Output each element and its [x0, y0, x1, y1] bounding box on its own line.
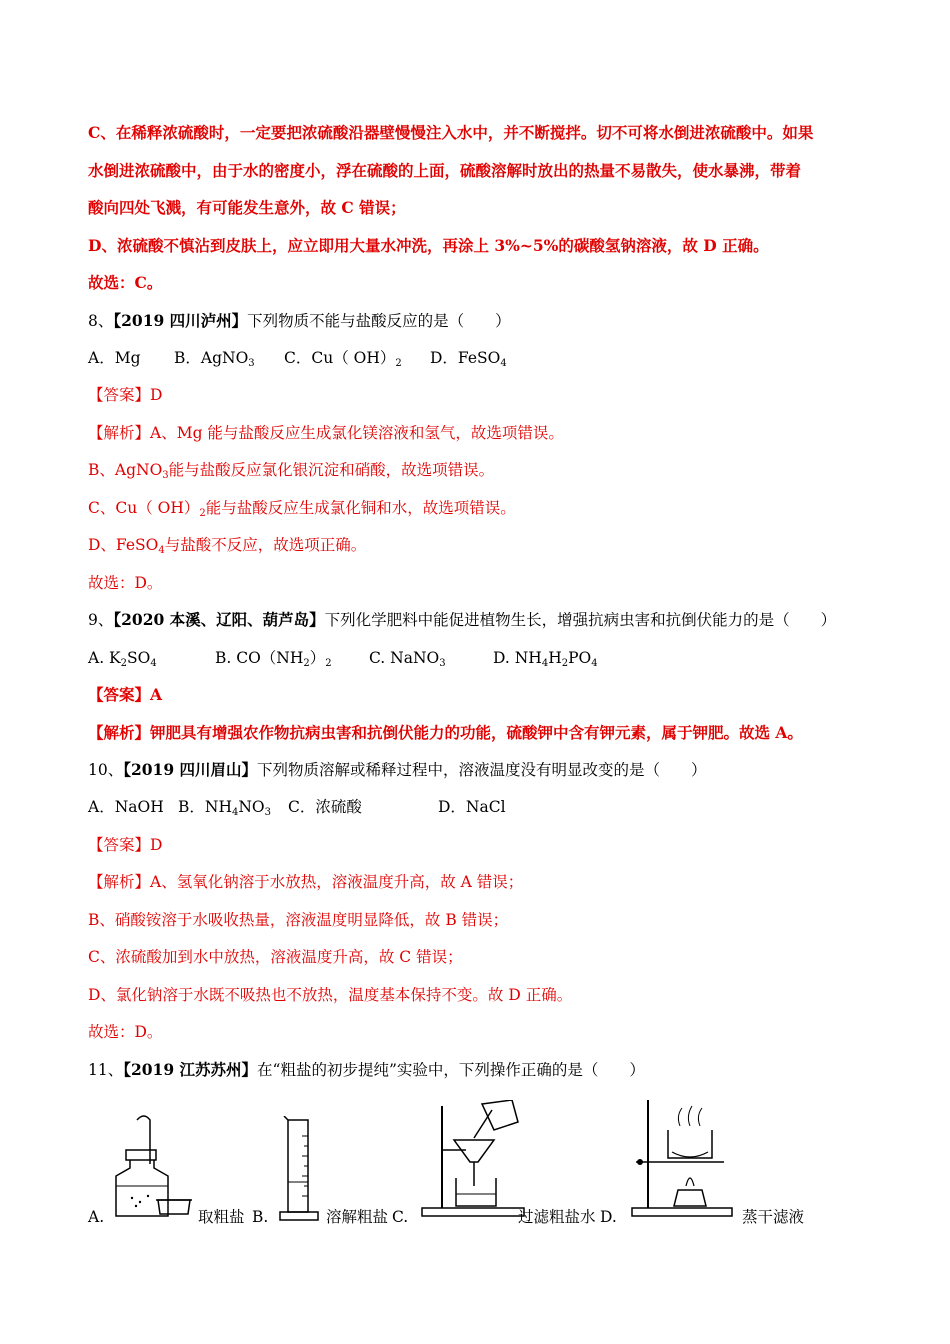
- figure-b-caption: 溶解粗盐: [326, 1208, 389, 1226]
- question-8-stem: [88, 310, 890, 332]
- reagent-bottle-illustration: [104, 1112, 196, 1222]
- question-10-analysis-a: 【解析】A、氢氧化钠溶于水放热，溶液温度升高，故 A 错误；: [88, 873, 524, 891]
- option-a: A．NaOH: [88, 798, 164, 816]
- question-10-options: [88, 796, 890, 818]
- option-b: B. $CO(NH_2)_2$: [215, 649, 332, 669]
- prev-explanation-conclusion: 故选：C。: [88, 273, 163, 292]
- question-9-analysis: 【解析】钾肥具有增强农作物抗病虫害和抗倒伏能力的功能，硫酸钾中含有钾元素，属于钾肥。故选 A。: [88, 723, 803, 742]
- figure-b-letter: B.: [252, 1208, 269, 1226]
- prev-explanation-c-line2: 水倒进浓硫酸中，由于水的密度小，浮在硫酸的上面，硫酸溶解时放出的热量不易散失，使水暴沸，带着: [88, 161, 802, 180]
- question-text: 下列化学肥料中能促进植物生长，增强抗病虫害和抗倒伏能力的是（ ）: [324, 611, 837, 629]
- filtration-apparatus-illustration: [418, 1100, 528, 1222]
- option-b: B．$NH_4NO_3$: [178, 798, 272, 818]
- figure-c-caption: 过滤粗盐水: [518, 1208, 596, 1226]
- question-10-analysis-b: B、硝酸铵溶于水吸收热量，溶液温度明显降低，故 B 错误；: [88, 911, 509, 929]
- option-d: D. $NH_4H_2PO_4$: [493, 649, 598, 669]
- graduated-cylinder-illustration: [278, 1116, 326, 1226]
- question-number: 11、: [88, 1061, 124, 1079]
- question-text: 在“粗盐的初步提纯”实验中，下列操作正确的是（ ）: [257, 1061, 645, 1079]
- question-source: 【2019 四川眉山】: [123, 760, 258, 779]
- question-10-stem: [88, 759, 890, 781]
- question-source: 【2020 本溪、辽阳、葫芦岛】: [113, 610, 325, 629]
- prev-explanation-c-line1: C、在稀释浓硫酸时，一定要把浓硫酸沿器壁慢慢注入水中，并不断搅拌。切不可将水倒进浓硫酸中。如果: [88, 123, 814, 142]
- option-a: A. $K_2SO_4$: [88, 649, 157, 669]
- question-8-analysis-a: 【解析】A、Mg 能与盐酸反应生成氯化镁溶液和氢气，故选项错误。: [88, 424, 564, 442]
- question-number: 9、: [88, 611, 114, 629]
- option-b: B．AgNO$_3$: [174, 349, 255, 369]
- question-8-analysis-b: B、AgNO$_3$能与盐酸反应氯化银沉淀和硝酸，故选项错误。: [88, 461, 495, 481]
- question-10-analysis-d: D、氯化钠溶于水既不吸热也不放热，温度基本保持不变。故 D 正确。: [88, 986, 573, 1004]
- question-8-conclusion: 故选：D。: [88, 574, 163, 592]
- question-8-answer: 【答案】D: [88, 386, 163, 404]
- figure-d-caption: 蒸干滤液: [742, 1208, 805, 1226]
- question-source: 【2019 四川泸州】: [113, 311, 248, 330]
- question-9-answer: 【答案】A: [88, 685, 163, 704]
- prev-explanation-d-line: D、浓硫酸不慎沾到皮肤上，应立即用大量水冲洗，再涂上 3%~5%的碳酸氢钠溶液，故 D 正确。: [88, 236, 769, 255]
- question-source: 【2019 江苏苏州】: [123, 1060, 258, 1079]
- question-10-answer: 【答案】D: [88, 836, 163, 854]
- question-number: 10、: [88, 761, 124, 779]
- option-a: A．Mg: [88, 349, 141, 367]
- figure-a-caption: 取粗盐: [198, 1208, 245, 1226]
- evaporation-apparatus-illustration: [628, 1096, 738, 1222]
- question-9-stem: [88, 609, 890, 631]
- question-10-conclusion: 故选：D。: [88, 1023, 163, 1041]
- question-text: 下列物质溶解或稀释过程中，溶液温度没有明显改变的是（ ）: [257, 761, 707, 779]
- question-number: 8、: [88, 312, 114, 330]
- question-text: 下列物质不能与盐酸反应的是（ ）: [247, 312, 511, 330]
- question-8-analysis-c: C、Cu（ $OH)_2$能与盐酸反应生成氯化铜和水，故选项错误。: [88, 499, 516, 519]
- option-d: D．FeSO$_4$: [430, 349, 507, 369]
- option-d: D．NaCl: [438, 798, 506, 816]
- figure-c-filter-salt-water: [418, 1100, 528, 1222]
- question-9-options: [88, 647, 890, 669]
- question-10-analysis-c: C、浓硫酸加到水中放热，溶液温度升高，故 C 错误；: [88, 948, 463, 966]
- figure-c-letter: C.: [392, 1208, 409, 1226]
- question-11-stem: [88, 1059, 890, 1081]
- figure-d-letter: D.: [600, 1208, 617, 1226]
- figure-d-evaporate-filtrate: [628, 1096, 738, 1222]
- option-c: C．Cu（ $OH)_2$: [284, 349, 402, 369]
- question-8-analysis-d: D、FeSO$_4$与盐酸不反应，故选项正确。: [88, 536, 367, 556]
- question-8-options: [88, 347, 890, 369]
- option-c: C. NaNO$_3$: [369, 649, 446, 669]
- figure-b-dissolve-salt: [278, 1116, 326, 1226]
- option-c: C．浓硫酸: [288, 798, 362, 816]
- figure-a-take-salt: [104, 1112, 196, 1222]
- prev-explanation-c-line3: 酸向四处飞溅，有可能发生意外，故 C 错误；: [88, 198, 406, 217]
- figure-a-letter: A.: [88, 1208, 105, 1226]
